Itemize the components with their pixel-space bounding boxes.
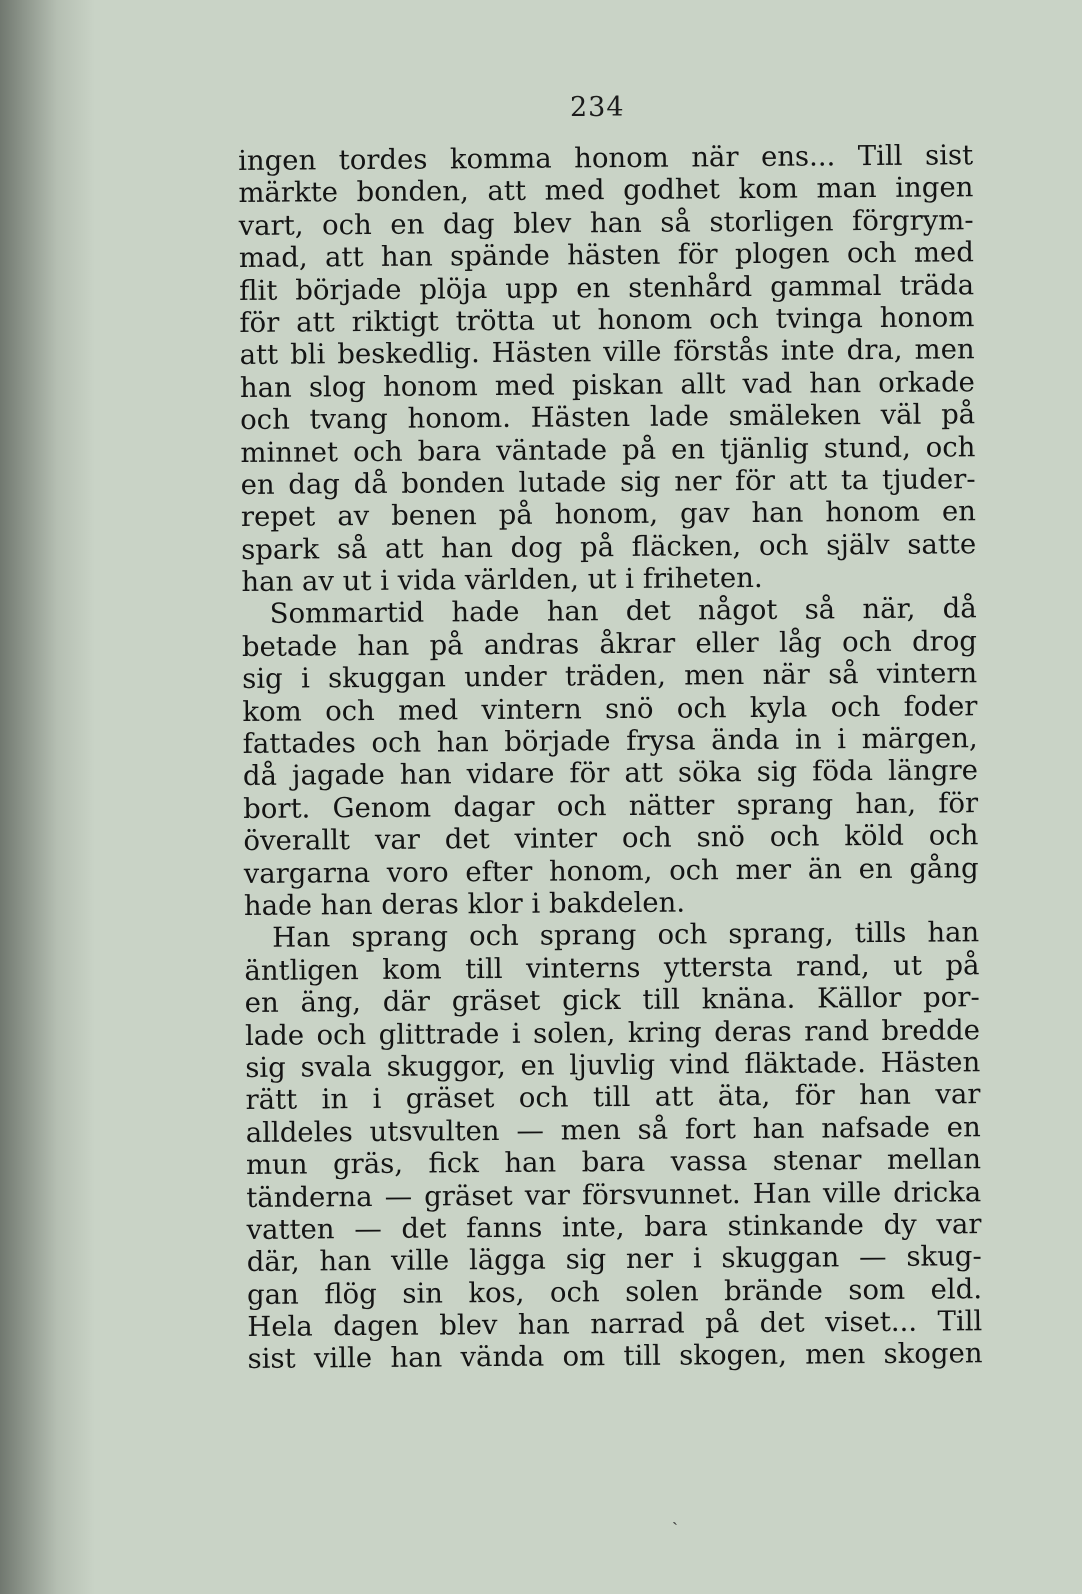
page-number: 234: [570, 92, 625, 123]
text-line: minnet och bara väntade på en tjänlig stund, och: [240, 430, 976, 469]
text-line: överallt var det vinter och snö och köld och: [243, 819, 979, 858]
text-line: betade han på andras åkrar eller låg och drog: [241, 625, 978, 663]
page-edge-shadow: [0, 0, 95, 1594]
text-line: sig svala skuggor, en ljuvlig vind fläktade. Hästen: [245, 1046, 981, 1084]
stray-pen-mark: ˏ: [672, 1505, 678, 1526]
text-line: alldeles utsvulten — men så fort han nafsade en: [245, 1110, 981, 1149]
text-line: sig i skuggan under träden, men när så vintern: [242, 657, 978, 696]
paragraph-1: [238, 139, 977, 598]
text-line: repet av benen på honom, gav han honom en: [240, 495, 977, 534]
text-line: vargarna voro efter honom, och mer än en gång: [243, 851, 979, 890]
text-line: sist ville han vända om till skogen, men skogen: [247, 1337, 983, 1376]
text-line: fattades och han började frysa ända in i märgen,: [242, 722, 978, 761]
text-line: lade och glittrade i solen, kring deras rand bredde: [244, 1013, 981, 1052]
text-line: mun gräs, fick han bara vassa stenar mellan: [245, 1143, 982, 1182]
text-line: tänderna — gräset var försvunnet. Han ville dricka: [246, 1175, 982, 1214]
text-line: märkte bonden, att med godhet kom man ingen: [238, 171, 974, 210]
text-line: vart, och en dag blev han så storligen förgrym-: [238, 204, 974, 242]
paragraph-3: [244, 917, 983, 1376]
text-line: en dag då bonden lutade sig ner för att ta tjuder-: [240, 463, 976, 501]
text-line: där, han ville lägga sig ner i skuggan — skug-: [246, 1240, 982, 1279]
text-line: han av ut i vida världen, ut i friheten.: [241, 561, 763, 599]
text-line: rätt in i gräset och till att äta, för han var: [245, 1078, 981, 1117]
paragraph-2: [242, 593, 980, 923]
text-line: ingen tordes komma honom när ens... Till sist: [238, 139, 974, 177]
text-line: för att riktigt trötta ut honom och tvinga honom: [239, 301, 975, 339]
text-line: att bli beskedlig. Hästen ville förstås inte dra, men: [239, 333, 975, 372]
text-line: Hela dagen blev han narrad på det viset... Till: [247, 1305, 983, 1344]
text-line: gan flög sin kos, och solen brände som eld.: [246, 1272, 983, 1311]
text-line: vatten — det fanns inte, bara stinkande dy var: [246, 1208, 982, 1246]
text-line: flit började plöja upp en stenhård gammal träda: [239, 268, 975, 307]
text-line: kom och med vintern snö och kyla och foder: [242, 689, 978, 728]
text-line: hade han deras klor i bakdelen.: [243, 886, 686, 922]
text-line: bort. Genom dagar och nätter sprang han, för: [243, 787, 979, 825]
text-line: och tvang honom. Hästen lade smäleken väl på: [240, 398, 976, 437]
text-line: Han sprang och sprang och sprang, tills han: [272, 916, 980, 955]
text-line: då jagade han vidare för att söka sig föda längre: [242, 754, 979, 793]
text-line: spark så att han dog på fläcken, och själv satte: [241, 527, 977, 566]
text-line: en äng, där gräset gick till knäna. Källor por-: [244, 981, 980, 1020]
body-text: [238, 139, 983, 1376]
text-line: äntligen kom till vinterns yttersta rand, ut på: [244, 948, 980, 987]
text-line: mad, att han spände hästen för plogen och med: [238, 236, 974, 275]
text-line: han slog honom med piskan allt vad han orkade: [239, 365, 976, 404]
text-line: Sommartid hade han det något så när, då: [269, 592, 977, 631]
